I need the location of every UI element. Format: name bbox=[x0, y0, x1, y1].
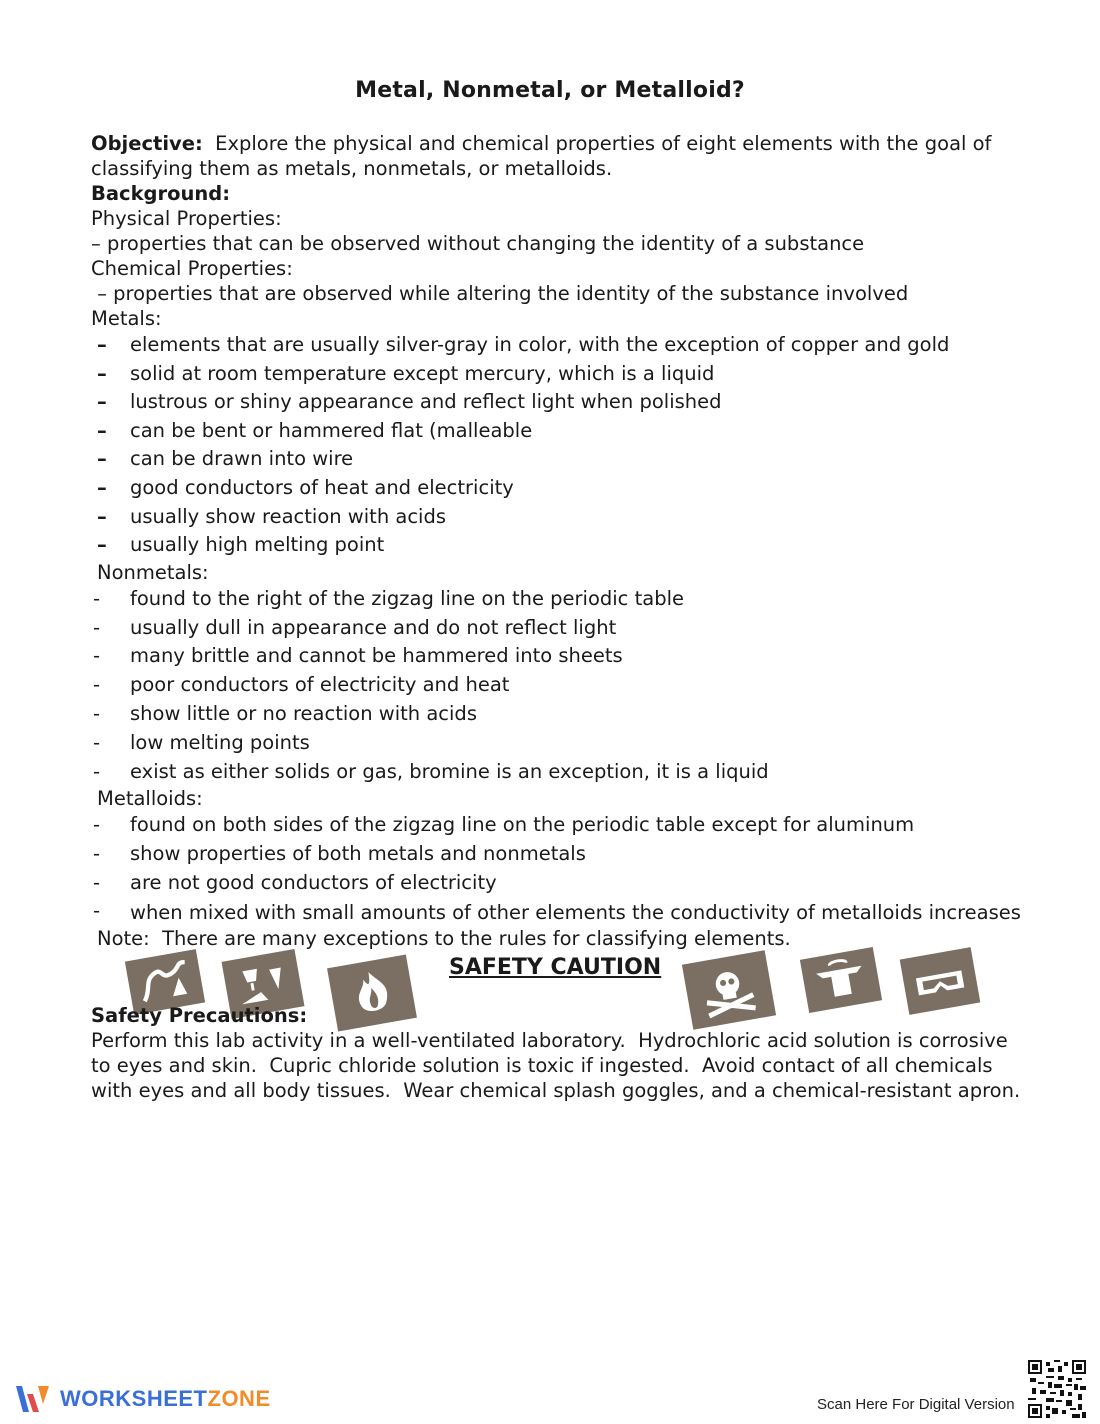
list-marker: – bbox=[97, 361, 107, 385]
safety-caution-title: SAFETY CAUTION bbox=[449, 954, 662, 980]
list-item-text: can be bent or hammered flat (malleable bbox=[130, 418, 533, 442]
list-item-text: usually high melting point bbox=[130, 533, 385, 557]
metalloids-list bbox=[91, 811, 1021, 925]
list-marker: – bbox=[97, 418, 107, 442]
list-item bbox=[91, 671, 1021, 700]
list-item bbox=[91, 531, 1021, 560]
list-marker: – bbox=[97, 504, 107, 528]
objective-paragraph bbox=[91, 131, 1021, 181]
list-item-text: elements that are usually silver-gray in color, with the exception of copper and gold bbox=[130, 333, 950, 356]
list-item-text: usually show reaction with acids bbox=[130, 504, 446, 528]
worksheetzone-w-icon bbox=[14, 1382, 54, 1416]
physical-properties-label: Physical Properties: bbox=[91, 207, 282, 230]
list-item-text: many brittle and cannot be hammered into sheets bbox=[130, 644, 623, 668]
metalloids-heading: Metalloids: bbox=[97, 787, 203, 811]
physical-properties-text: – properties that can be observed without changing the identity of a substance bbox=[91, 232, 865, 255]
list-item-text: usually dull in appearance and do not reflect light bbox=[130, 615, 617, 639]
safety-caution-banner bbox=[91, 953, 1021, 1003]
safety-precautions-text: Perform this lab activity in a well-ventilated laboratory. Hydrochloric acid solution is corrosive to eyes and skin. Cupric chloride solution is toxic if ingested. Avoid contact of all chemicals with eyes and all body tissues. Wear chemical splash goggles, and a chemical-resistant apron. bbox=[91, 1028, 1021, 1102]
list-item-text: show little or no reaction with acids bbox=[130, 701, 477, 725]
background-heading: Background: bbox=[91, 182, 231, 205]
list-marker: - bbox=[93, 813, 101, 837]
scan-here-text: Scan Here For Digital Version bbox=[817, 1396, 1015, 1413]
list-item-text: are not good conductors of electricity bbox=[130, 870, 497, 894]
list-item bbox=[91, 642, 1021, 671]
list-item bbox=[91, 503, 1021, 532]
safety-precautions-heading: Safety Precautions: bbox=[91, 1003, 308, 1027]
worksheetzone-logo bbox=[14, 1382, 271, 1416]
brand-part-zone: ZONE bbox=[207, 1386, 271, 1411]
list-item-text: solid at room temperature except mercury, which is a liquid bbox=[130, 361, 715, 385]
list-item bbox=[91, 614, 1021, 643]
list-item bbox=[91, 700, 1021, 729]
objective-label: Objective: bbox=[91, 132, 203, 155]
objective-text: Explore the physical and chemical properties of eight elements with the goal of classifying them as metals, nonmetals, or metalloids. bbox=[91, 132, 998, 180]
list-item bbox=[91, 417, 1021, 446]
nonmetals-heading: Nonmetals: bbox=[97, 560, 209, 584]
list-marker: - bbox=[93, 586, 101, 610]
qr-code-icon[interactable] bbox=[1028, 1360, 1086, 1418]
chemical-properties-text: – properties that are observed while altering the identity of the substance involved bbox=[91, 282, 909, 305]
list-item-text: exist as either solids or gas, bromine is an exception, it is a liquid bbox=[130, 759, 769, 783]
list-marker: – bbox=[97, 533, 107, 557]
brand-part-worksheet: WORKSHEET bbox=[60, 1386, 208, 1411]
list-marker: - bbox=[93, 898, 101, 922]
list-marker: – bbox=[97, 447, 107, 471]
list-marker: - bbox=[93, 615, 101, 639]
page-title: Metal, Nonmetal, or Metalloid? bbox=[355, 78, 745, 103]
list-item bbox=[91, 898, 1021, 926]
list-marker: - bbox=[93, 701, 101, 725]
list-marker: - bbox=[93, 644, 101, 668]
list-marker: - bbox=[93, 759, 101, 783]
list-item bbox=[91, 445, 1021, 474]
list-marker: - bbox=[93, 842, 101, 866]
list-item-text: can be drawn into wire bbox=[130, 447, 354, 471]
list-item bbox=[91, 811, 1021, 840]
list-item bbox=[91, 388, 1021, 417]
list-item bbox=[91, 869, 1021, 898]
list-item-text: good conductors of heat and electricity bbox=[130, 475, 514, 499]
list-item-text: show properties of both metals and nonmetals bbox=[130, 842, 586, 866]
list-item bbox=[91, 331, 1021, 360]
list-item bbox=[91, 840, 1021, 869]
list-item bbox=[91, 585, 1021, 614]
note-text: Note: There are many exceptions to the rules for classifying elements. bbox=[97, 926, 791, 950]
list-item bbox=[91, 729, 1021, 758]
list-marker: - bbox=[93, 870, 101, 894]
list-item-text: low melting points bbox=[130, 730, 310, 754]
list-marker: - bbox=[93, 673, 101, 697]
list-marker: - bbox=[93, 730, 101, 754]
list-item-text: when mixed with small amounts of other elements the conductivity of metalloids increases bbox=[130, 900, 1021, 924]
list-item-text: lustrous or shiny appearance and reflect light when polished bbox=[130, 390, 722, 414]
worksheet-body bbox=[91, 131, 1021, 1103]
list-item bbox=[91, 360, 1021, 389]
list-item bbox=[91, 758, 1021, 787]
worksheetzone-brand-text bbox=[60, 1386, 271, 1412]
chemical-properties-label: Chemical Properties: bbox=[91, 257, 293, 280]
list-item-text: found to the right of the zigzag line on the periodic table bbox=[130, 586, 684, 610]
list-marker: – bbox=[97, 333, 107, 356]
nonmetals-list bbox=[91, 585, 1021, 787]
list-item-text: found on both sides of the zigzag line on the periodic table except for aluminum bbox=[130, 813, 915, 837]
metals-heading: Metals: bbox=[91, 307, 162, 330]
list-marker: – bbox=[97, 475, 107, 499]
list-item bbox=[91, 474, 1021, 503]
list-marker: – bbox=[97, 390, 107, 414]
list-item-text: poor conductors of electricity and heat bbox=[130, 673, 510, 697]
metals-list bbox=[91, 331, 1021, 560]
